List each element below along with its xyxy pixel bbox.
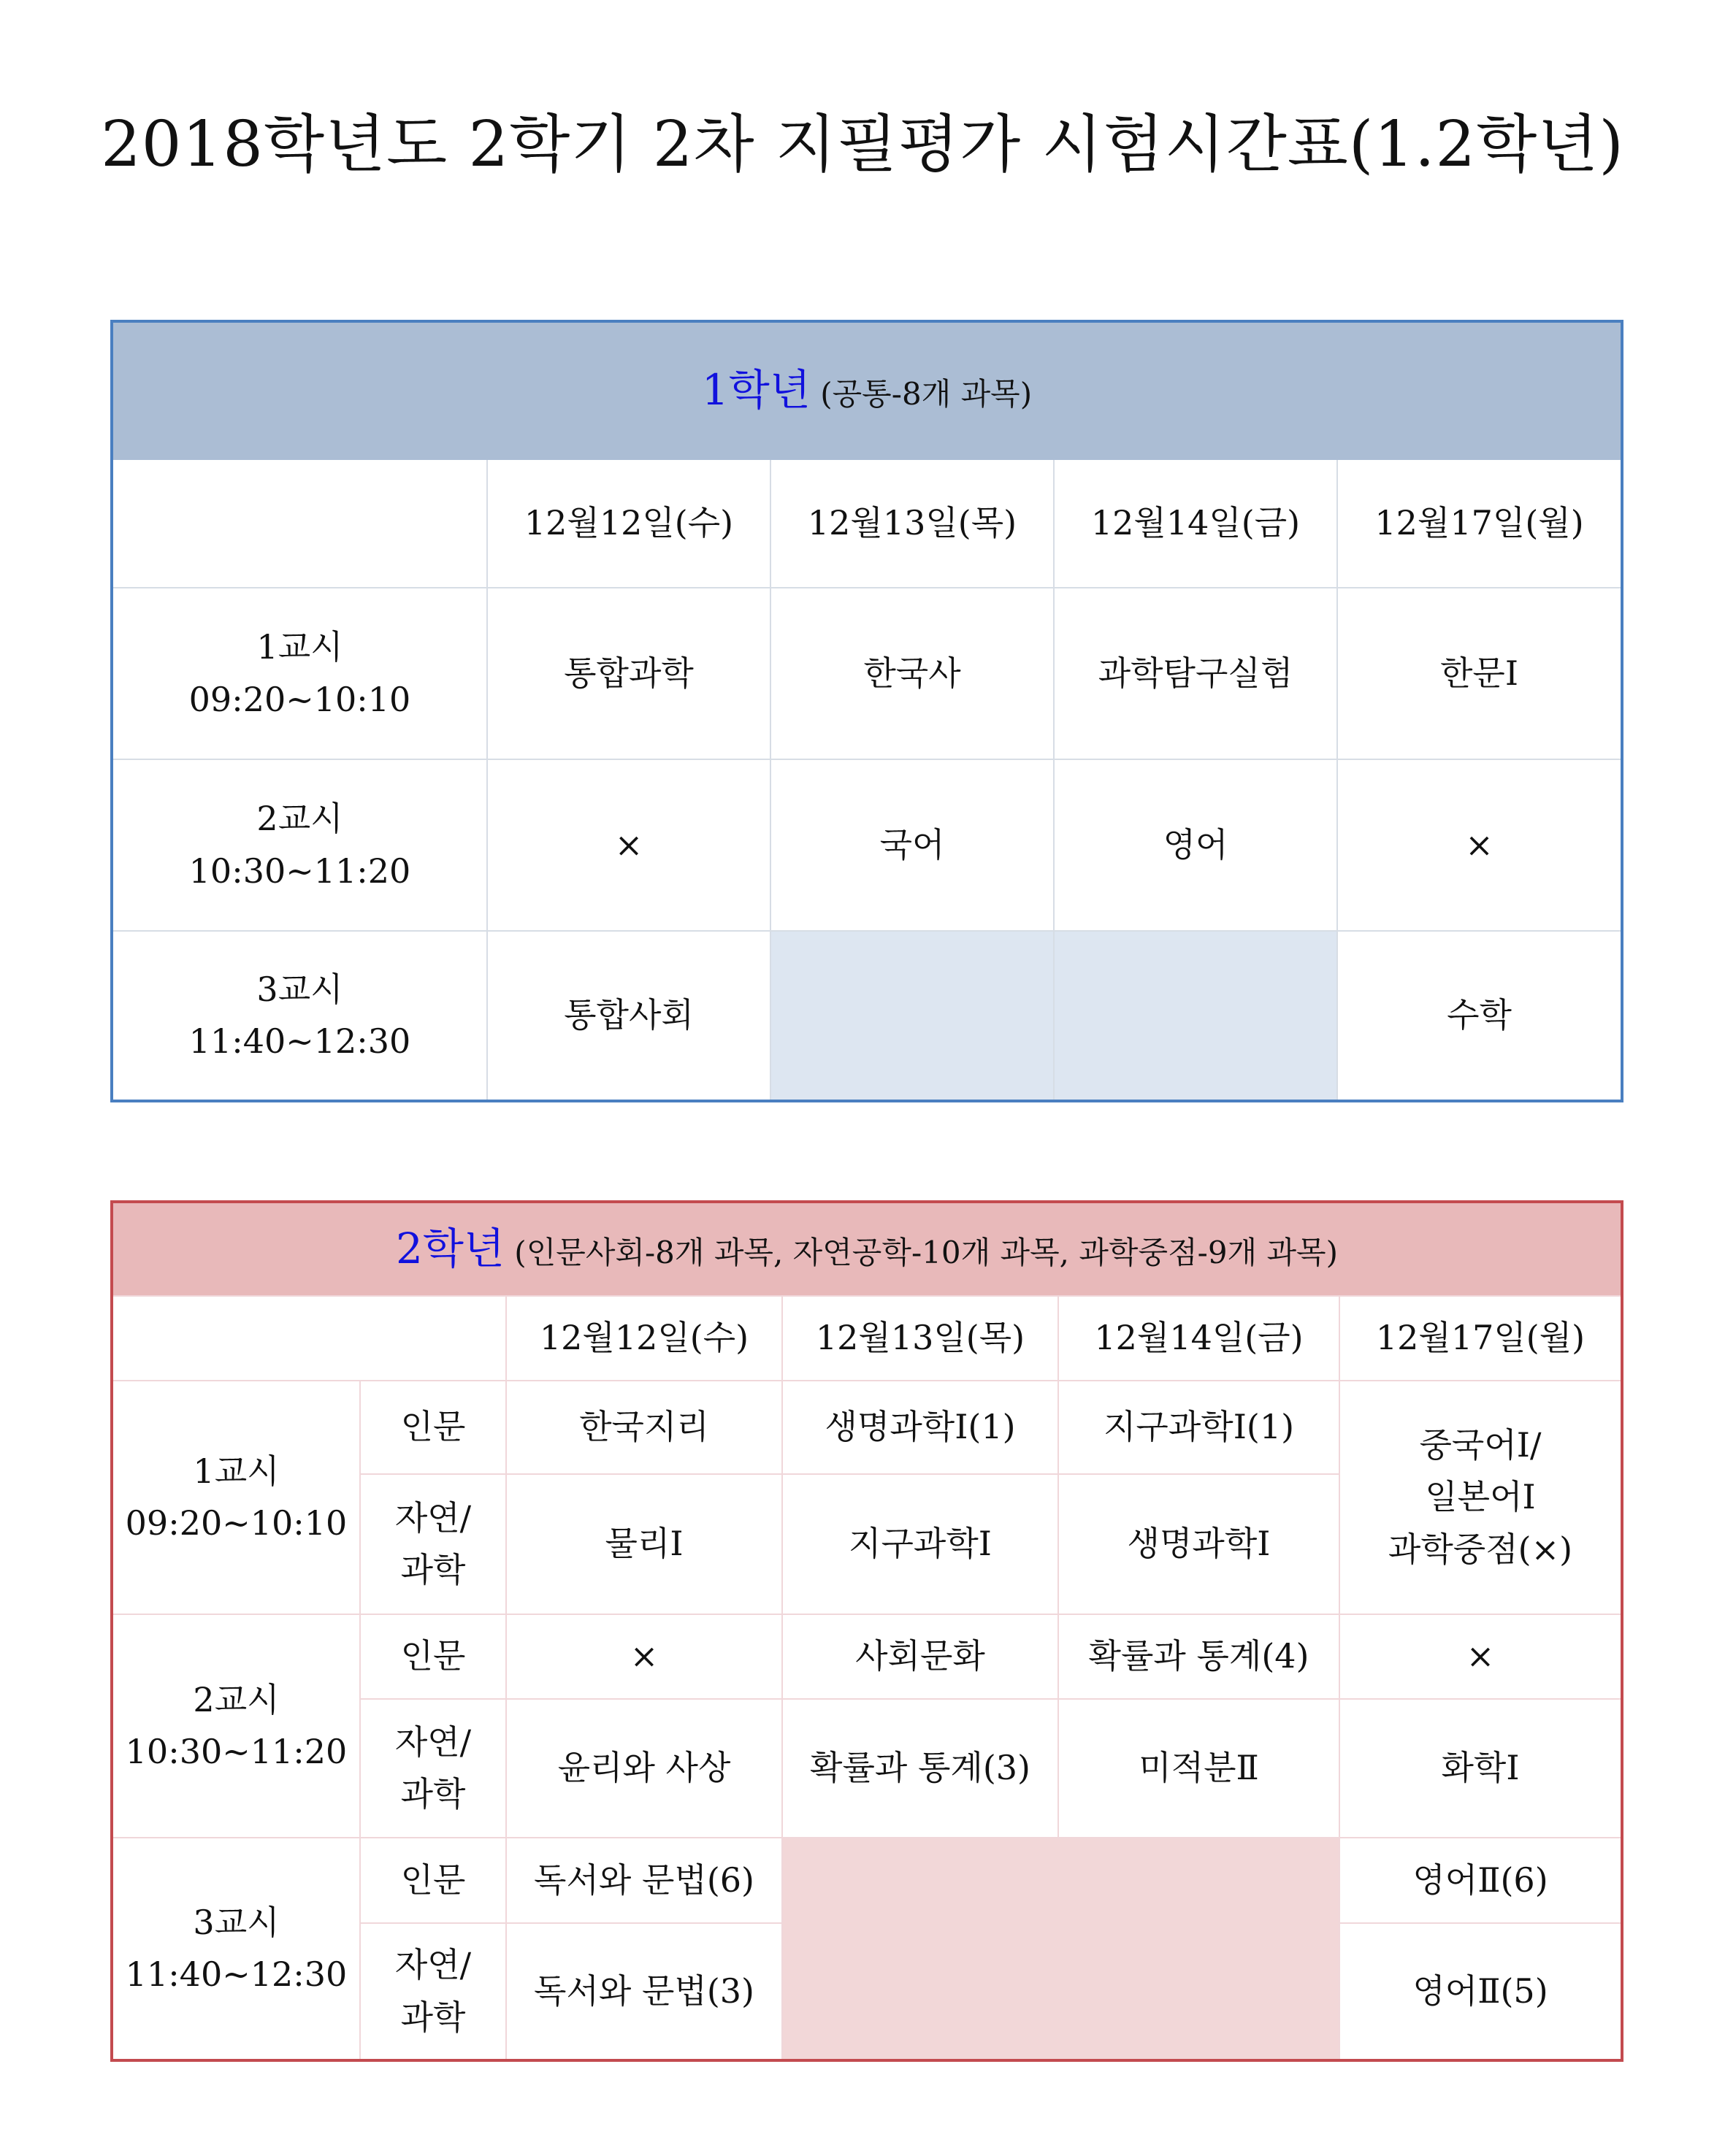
subject-cell: 통합사회 [487,931,770,1101]
grade2-timetable [110,1200,1623,2062]
period-time: 11:40~12:30 [188,1021,411,1061]
corner-cell [112,1296,506,1381]
subject-cell: × [506,1614,782,1699]
track-humanities: 인문 [360,1614,506,1699]
subject-cell: 한국지리 [506,1381,782,1474]
date-header: 12월14일(금) [1054,459,1337,588]
date-header: 12월12일(수) [506,1296,782,1381]
period-time: 09:20~10:10 [188,679,411,719]
period-label: 1교시 [256,627,343,667]
period-time: 10:30~11:20 [125,1732,348,1771]
date-header: 12월14일(금) [1058,1296,1339,1381]
track-science-line: 과학 [400,1550,466,1589]
period-label: 3교시 [256,969,343,1009]
period-cell [112,1838,360,2060]
subject-cell: 지구과학Ⅰ(1) [1058,1381,1339,1474]
track-science [360,1923,506,2060]
period-time: 11:40~12:30 [125,1954,348,1994]
subject-cell: 생명과학Ⅰ [1058,1474,1339,1614]
subject-cell: 화학Ⅰ [1339,1699,1622,1838]
subject-cell: 수학 [1337,931,1622,1101]
period-label: 2교시 [193,1679,280,1719]
track-humanities: 인문 [360,1381,506,1474]
subject-cell: 사회문화 [782,1614,1058,1699]
subject-cell: 지구과학Ⅰ [782,1474,1058,1614]
period-label: 1교시 [193,1451,280,1491]
date-header: 12월17일(월) [1337,459,1622,588]
period-label: 3교시 [193,1902,280,1942]
empty-shaded-cell [1054,931,1337,1101]
period-cell [112,931,487,1101]
date-header: 12월13일(목) [782,1296,1058,1381]
subject-cell: 물리Ⅰ [506,1474,782,1614]
period-label: 2교시 [256,799,343,839]
grade1-header-title: 1학년 [701,365,811,415]
track-humanities: 인문 [360,1838,506,1923]
subject-cell: 국어 [770,759,1054,931]
subject-cell: 영어Ⅱ(5) [1339,1923,1622,2060]
grade2-header-title: 2학년 [395,1224,505,1274]
subject-cell: 한국사 [770,588,1054,759]
shared-line: 중국어Ⅰ/ [1419,1425,1542,1465]
subject-cell: × [1337,759,1622,931]
track-science-line: 자연/ [394,1497,472,1538]
subject-cell-shared [1339,1381,1622,1614]
subject-cell: × [1339,1614,1622,1699]
date-header: 12월13일(목) [770,459,1054,588]
grade1-header [112,321,1622,459]
period-cell [112,1381,360,1614]
subject-cell: 한문Ⅰ [1337,588,1622,759]
subject-cell: 영어 [1054,759,1337,931]
empty-shaded-cell [770,931,1054,1101]
grade1-timetable [110,320,1623,1102]
period-cell [112,588,487,759]
period-cell [112,759,487,931]
subject-cell: 영어Ⅱ(6) [1339,1838,1622,1923]
track-science-line: 과학 [400,1774,466,1814]
track-science-line: 과학 [400,1997,466,2037]
subject-cell: 독서와 문법(6) [506,1838,782,1923]
track-science-line: 자연/ [394,1722,472,1762]
grade2-header-subtitle: (인문사회-8개 과목, 자연공학-10개 과목, 과학중점-9개 과목) [504,1235,1339,1271]
subject-cell: 독서와 문법(3) [506,1923,782,2060]
grade1-header-subtitle: (공통-8개 과목) [810,376,1033,413]
track-science-line: 자연/ [394,1945,472,1985]
track-science [360,1474,506,1614]
date-header: 12월17일(월) [1339,1296,1622,1381]
page-title: 2018학년도 2학기 2차 지필평가 시험시간표(1.2학년) [101,108,1624,181]
subject-cell: 과학탐구실험 [1054,588,1337,759]
subject-cell: 통합과학 [487,588,770,759]
empty-shaded-cell [782,1838,1339,2060]
date-header: 12월12일(수) [487,459,770,588]
period-time: 09:20~10:10 [125,1503,348,1543]
grade2-header [112,1202,1622,1296]
shared-line: 과학중점(×) [1388,1529,1573,1569]
subject-cell: × [487,759,770,931]
subject-cell: 확률과 통계(4) [1058,1614,1339,1699]
track-science [360,1699,506,1838]
subject-cell: 생명과학Ⅰ(1) [782,1381,1058,1474]
corner-cell [112,459,487,588]
subject-cell: 미적분Ⅱ [1058,1699,1339,1838]
subject-cell: 윤리와 사상 [506,1699,782,1838]
subject-cell: 확률과 통계(3) [782,1699,1058,1838]
period-cell [112,1614,360,1838]
shared-line: 일본어Ⅰ [1425,1477,1536,1517]
period-time: 10:30~11:20 [188,851,411,891]
